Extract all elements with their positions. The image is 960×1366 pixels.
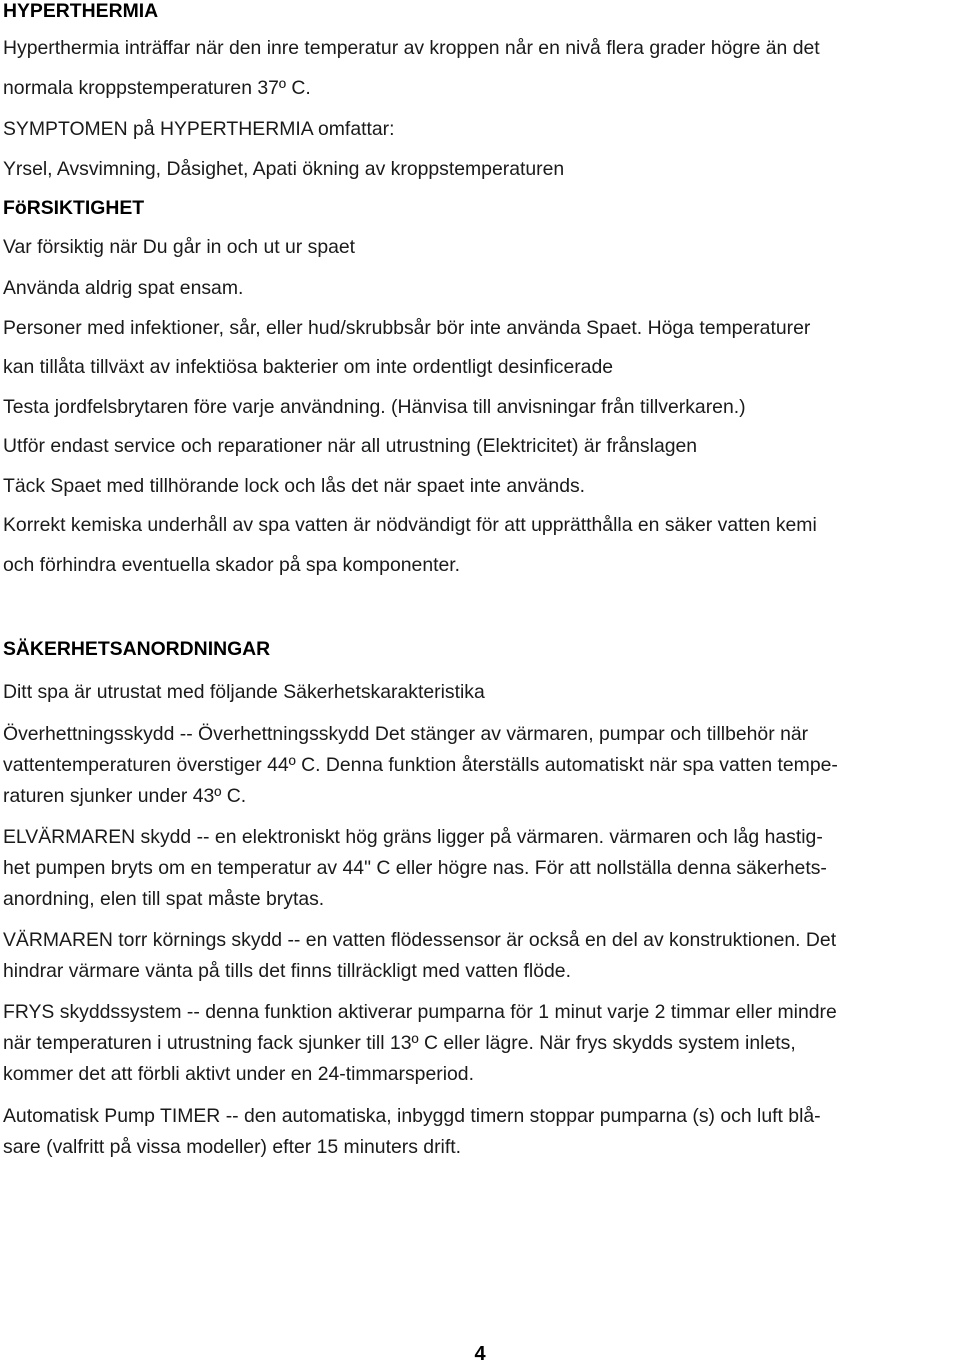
text-line: Hyperthermia inträffar när den inre temperatur av kroppen når en nivå flera grader högre än det <box>3 37 820 59</box>
text-line: Automatisk Pump TIMER -- den automatiska, inbyggd timern stoppar pumparna (s) och luft blå- <box>3 1105 821 1127</box>
text-line: FRYS skyddssystem -- denna funktion aktiverar pumparna för 1 minut varje 2 timmar eller mindre <box>3 1001 837 1023</box>
text-line: sare (valfritt på vissa modeller) efter 15 minuters drift. <box>3 1136 461 1158</box>
heading-hyperthermia: HYPERTHERMIA <box>3 0 159 22</box>
text-line: kan tillåta tillväxt av infektiösa bakterier om inte ordentligt desinficerade <box>3 356 614 378</box>
text-line: Täck Spaet med tillhörande lock och lås det när spaet inte används. <box>3 475 586 497</box>
text-line: vattentemperaturen överstiger 44º C. Denna funktion återställs automatiskt när spa vatten tempe- <box>3 754 838 776</box>
text-line: Testa jordfelsbrytaren före varje användning. (Hänvisa till anvisningar från tillverkaren.) <box>3 396 746 418</box>
text-line: Personer med infektioner, sår, eller hud/skrubbsår bör inte använda Spaet. Höga temperaturer <box>3 317 811 339</box>
text-line: ELVÄRMAREN skydd -- en elektroniskt hög gräns ligger på värmaren. värmaren och låg hastig- <box>3 826 823 848</box>
text-line: när temperaturen i utrustning fack sjunker till 13º C eller lägre. När frys skydds system inlets, <box>3 1032 796 1054</box>
text-line: Var försiktig när Du går in och ut ur spaet <box>3 236 356 258</box>
text-line: Överhettningsskydd -- Överhettningsskydd Det stänger av värmaren, pumpar och tillbehör när <box>3 723 809 745</box>
heading-forsiktighet: FöRSIKTIGHET <box>3 197 145 219</box>
text-line: Korrekt kemiska underhåll av spa vatten är nödvändigt för att upprätthålla en säker vatten kemi <box>3 514 817 536</box>
text-line: anordning, elen till spat måste brytas. <box>3 888 325 910</box>
text-line: SYMPTOMEN på HYPERTHERMIA omfattar: <box>3 118 395 140</box>
text-line: raturen sjunker under 43º C. <box>3 785 247 807</box>
text-line: VÄRMAREN torr körnings skydd -- en vatten flödessensor är också en del av konstruktionen. Det <box>3 929 837 951</box>
page-number: 4 <box>474 1343 486 1365</box>
text-line: Utför endast service och reparationer när all utrustning (Elektricitet) är frånslagen <box>3 435 698 457</box>
text-line: het pumpen bryts om en temperatur av 44" C eller högre nas. För att nollställa denna säkerhets- <box>3 857 827 879</box>
heading-sakerhetsanordningar: SÄKERHETSANORDNINGAR <box>3 638 271 660</box>
text-line: Yrsel, Avsvimning, Dåsighet, Apati ökning av kroppstemperaturen <box>3 158 565 180</box>
text-line: normala kroppstemperaturen 37º C. <box>3 77 311 99</box>
text-line: hindrar värmare vänta på tills det finns tillräckligt med vatten flöde. <box>3 960 571 982</box>
text-line: Använda aldrig spat ensam. <box>3 277 244 299</box>
intro-text: Ditt spa är utrustat med följande Säkerhetskarakteristika <box>3 681 485 703</box>
text-line: och förhindra eventuella skador på spa komponenter. <box>3 554 461 576</box>
text-line: kommer det att förbli aktivt under en 24-timmarsperiod. <box>3 1063 474 1085</box>
